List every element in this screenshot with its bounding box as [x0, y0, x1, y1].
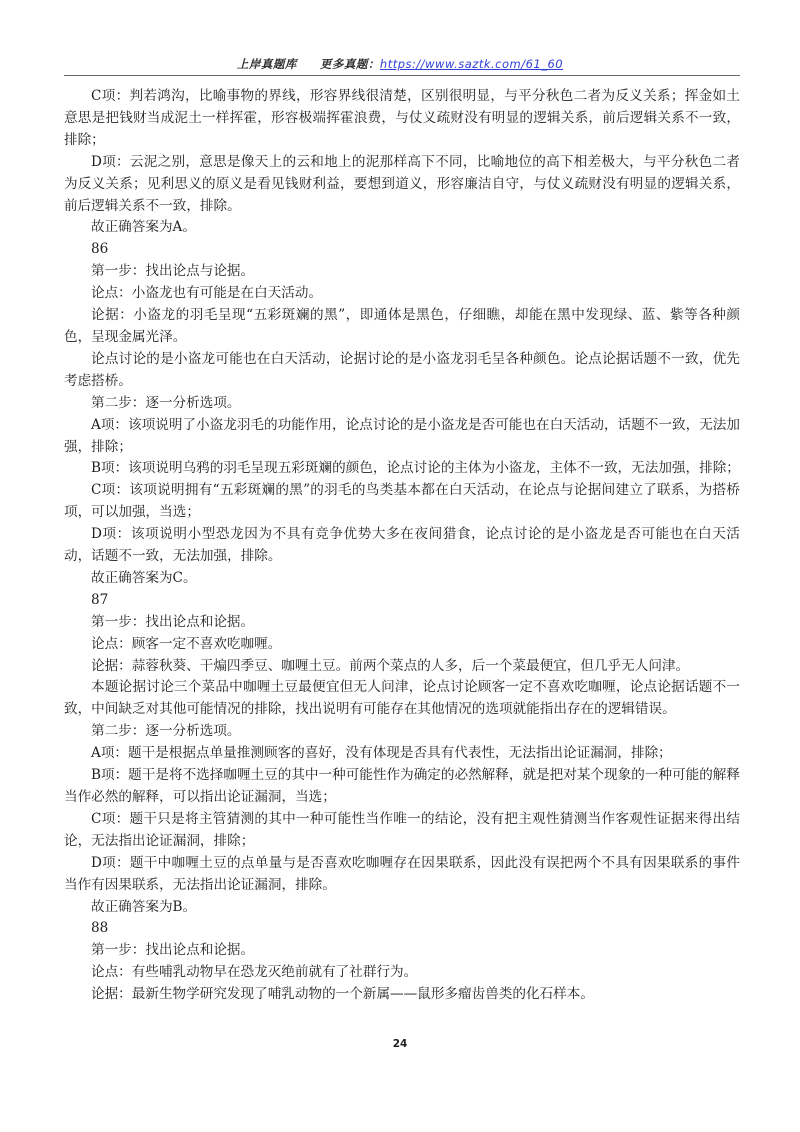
paragraph: 论据：最新生物学研究发现了哺乳动物的一个新属——鼠形多瘤齿兽类的化石样本。 [91, 986, 594, 1003]
paragraph: 本题论据讨论三个菜品中咖喱土豆最便宜但无人问津，论点讨论顾客一定不喜欢吃咖喱，论点论据话题不一致，中间缺乏对其他可能情况的排除，找出说明有可能存在其他情况的选项就能指出存在的逻辑错误。 [64, 679, 740, 718]
answer-line: 故正确答案为A。 [91, 219, 196, 236]
paragraph: 论点：小盗龙也有可能是在白天活动。 [91, 285, 323, 302]
page-header [0, 56, 800, 72]
document-body [64, 86, 740, 1006]
step-heading: 第一步：找出论点与论据。 [91, 263, 255, 280]
paragraph: 论据：小盗龙的羽毛呈现“五彩斑斓的黑”，即通体是黑色，仔细瞧，却能在黑中发现绿、蓝、紫等各种颜色，呈现金属光泽。 [64, 307, 740, 345]
paragraph: 论点讨论的是小盗龙可能也在白天活动，论据讨论的是小盗龙羽毛呈各种颜色。论点论据话题不一致，优先考虑搭桥。 [64, 350, 740, 389]
option-analysis: A项：题干是根据点单量推测顾客的喜好，没有体现是否具有代表性，无法指出论证漏洞，排除； [91, 745, 672, 762]
page-number: 24 [392, 1038, 408, 1050]
paragraph: 论据：蒜蓉秋葵、干煸四季豆、咖喱土豆。前两个菜点的人多，后一个菜最便宜，但几乎无人问津。 [91, 657, 690, 674]
option-analysis: B项：该项说明乌鸦的羽毛呈现五彩斑斓的颜色，论点讨论的主体为小盗龙，主体不一致，无法加强，排除； [91, 460, 740, 477]
option-analysis: D项：该项说明小型恐龙因为不具有竞争优势大多在夜间猎食，论点讨论的是小盗龙是否可能也在白天活动，话题不一致，无法加强，排除。 [64, 526, 740, 565]
more-label: 更多真题： [319, 57, 380, 71]
step-heading: 第二步：逐一分析选项。 [91, 723, 241, 740]
answer-line: 故正确答案为C。 [91, 569, 197, 586]
answer-line: 故正确答案为B。 [91, 898, 197, 915]
option-analysis: C项：题干只是将主管猜测的其中一种可能性当作唯一的结论，没有把主观性猜测当作客观性证据来得出结论，无法指出论证漏洞，排除； [64, 810, 740, 849]
option-analysis: D项：题干中咖喱土豆的点单量与是否喜欢吃咖喱存在因果联系，因此没有误把两个不具有因果联系的事件当作有因果联系，无法指出论证漏洞，排除。 [64, 854, 740, 893]
paragraph: 论点：有些哺乳动物早在恐龙灭绝前就有了社群行为。 [91, 964, 418, 981]
step-heading: 第一步：找出论点和论据。 [91, 942, 255, 959]
header-divider [64, 75, 740, 76]
brand-name: 上岸真题库 [236, 57, 297, 71]
question-number: 86 [91, 241, 109, 258]
paragraph: D项：云泥之别，意思是像天上的云和地上的泥那样高下不同，比喻地位的高下相差极大，与平分秋色二者为反义关系；见利思义的原义是看见钱财利益，要想到道义，形容廉洁自守，与仗义疏财没有明显的逻辑关系，前后逻辑关系不一致，排除。 [64, 153, 740, 214]
question-number: 88 [91, 920, 109, 937]
step-heading: 第一步：找出论点和论据。 [91, 613, 255, 630]
question-number: 87 [91, 591, 109, 608]
option-analysis: C项：该项说明拥有“五彩斑斓的黑”的羽毛的鸟类基本都在白天活动，在论点与论据间建立了联系，为搭桥项，可以加强，当选； [64, 482, 740, 521]
paragraph: C项：判若鸿沟，比喻事物的界线，形容界线很清楚，区别很明显，与平分秋色二者为反义关系；挥金如土意思是把钱财当成泥土一样挥霍，形容极端挥霍浪费，与仗义疏财没有明显的逻辑关系，前后逻辑关系不一致，排除； [64, 88, 740, 148]
paragraph: 论点：顾客一定不喜欢吃咖喱。 [91, 635, 282, 652]
option-analysis: B项：题干是将不选择咖喱土豆的其中一种可能性作为确定的必然解释，就是把对某个现象的一种可能的解释当作必然的解释，可以指出论证漏洞，当选； [64, 767, 740, 805]
option-analysis: A项：该项说明了小盗龙羽毛的功能作用，论点讨论的是小盗龙是否可能也在白天活动，话题不一致，无法加强，排除； [64, 416, 740, 455]
source-link[interactable]: https://www.saztk.com/61_60 [379, 57, 564, 71]
step-heading: 第二步：逐一分析选项。 [91, 394, 241, 411]
